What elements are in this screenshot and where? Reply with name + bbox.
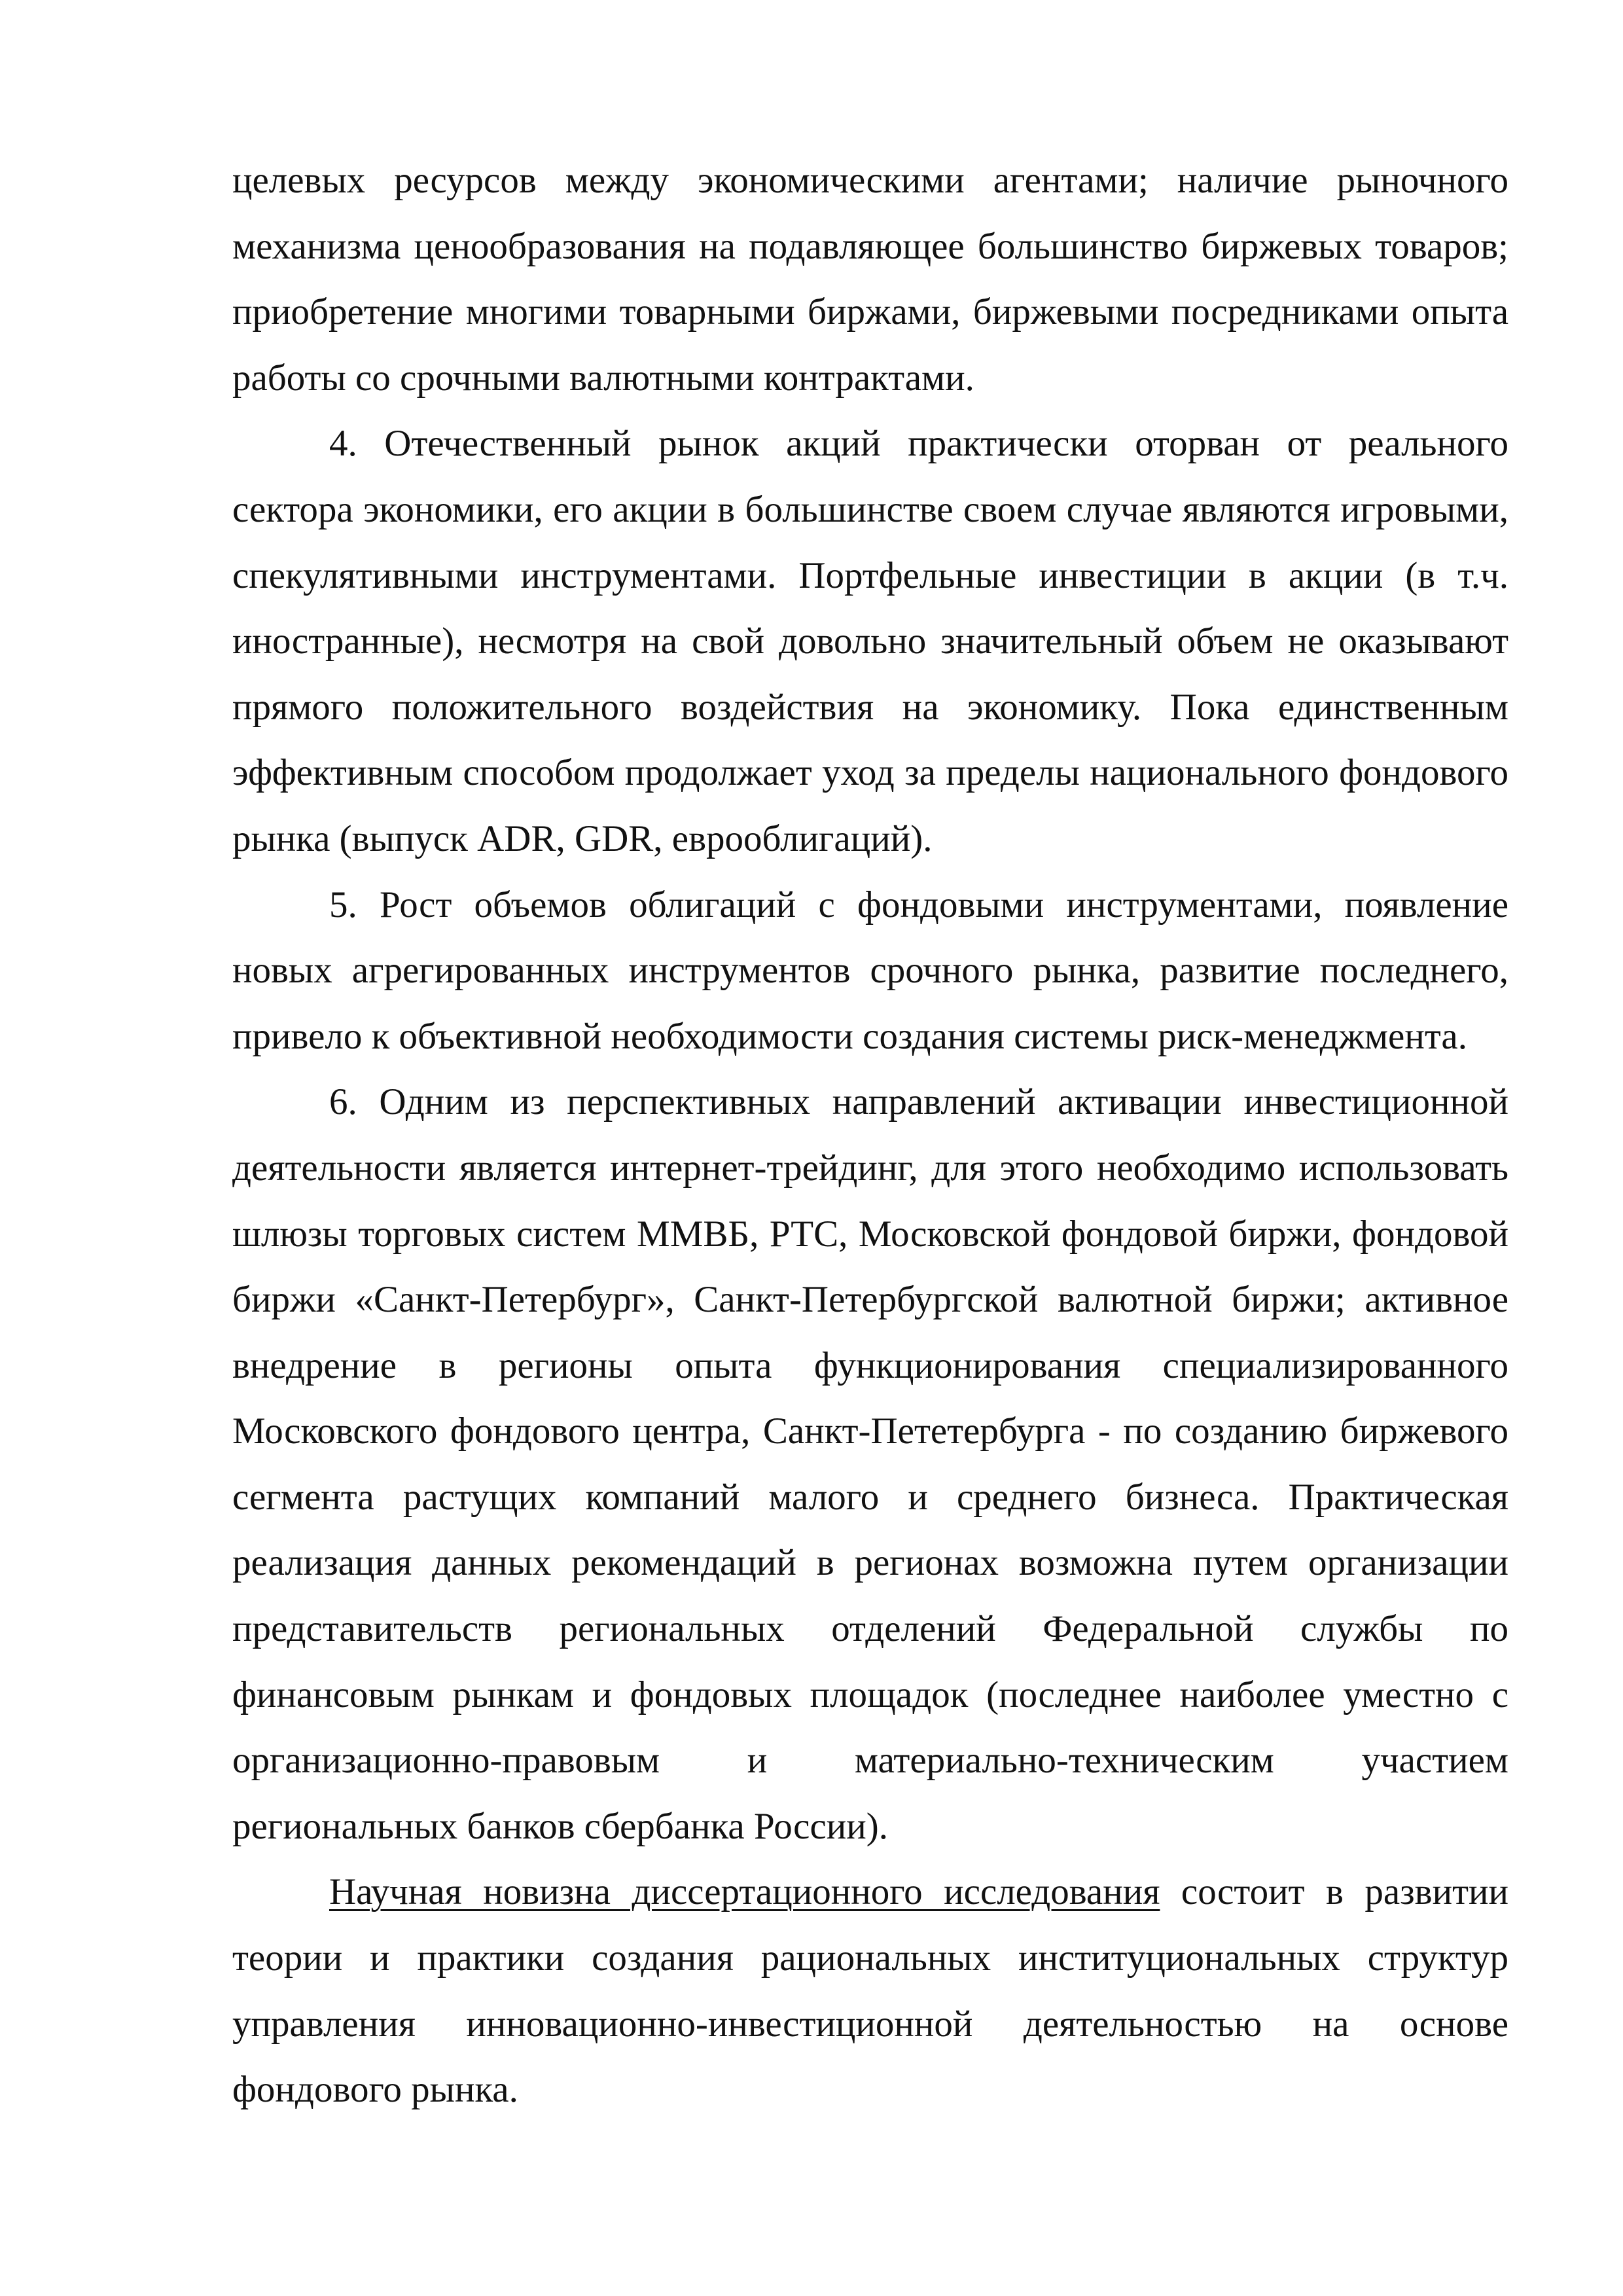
paragraph-continuation: целевых ресурсов между экономическими агентами; наличие рыночного механизма ценообразования на подавляющее большинство биржевых товаров; приобретение многими товарными биржами, биржевыми посредниками опыта работы со срочными валютными контрактами.: [232, 160, 1508, 399]
scientific-novelty-heading: Научная новизна диссертационного исследования: [329, 1871, 1160, 1913]
scientific-novelty-text: состоит в развитии теории и практики создания рациональных институциональных структур управления инновационно-инвестиционной деятельностью на основе фондового рынка.: [232, 1871, 1508, 2111]
paragraph-item-4: 4. Отечественный рынок акций практически оторван от реального сектора экономики, его акции в большинстве своем случае являются игровыми, спекулятивными инструментами. Портфельные инвестиции в акции (в т.ч. иностранные), несмотря на свой довольно значительный объем не оказывают прямого положительного воздействия на экономику. Пока единственным эффективным способом продолжает уход за пределы национального фондового рынка (выпуск ADR, GDR, еврооблигаций).: [232, 423, 1508, 859]
paragraph-item-5: 5. Рост объемов облигаций с фондовыми инструментами, появление новых агрегированных инструментов срочного рынка, развитие последнего, привело к объективной необходимости создания системы риск-менеджмента.: [232, 884, 1508, 1057]
document-body: [232, 148, 1508, 2123]
paragraph-item-6: 6. Одним из перспективных направлений активации инвестиционной деятельности является интернет-трейдинг, для этого необходимо использовать шлюзы торговых систем ММВБ, РТС, Московской фондовой биржи, фондовой биржи «Санкт-Петербург», Санкт-Петербургской валютной биржи; активное внедрение в регионы опыта функционирования специализированного Московского фондового центра, Санкт-Пететербурга - по созданию биржевого сегмента растущих компаний малого и среднего бизнеса. Практическая реализация данных рекомендаций в регионах возможна путем организации представительств региональных отделений Федеральной службы по финансовым рынкам и фондовых площадок (последнее наиболее уместно с организационно-правовым и материально-техническим участием региональных банков сбербанка России).: [232, 1081, 1508, 1847]
paragraph-scientific-novelty: [232, 1859, 1508, 2123]
